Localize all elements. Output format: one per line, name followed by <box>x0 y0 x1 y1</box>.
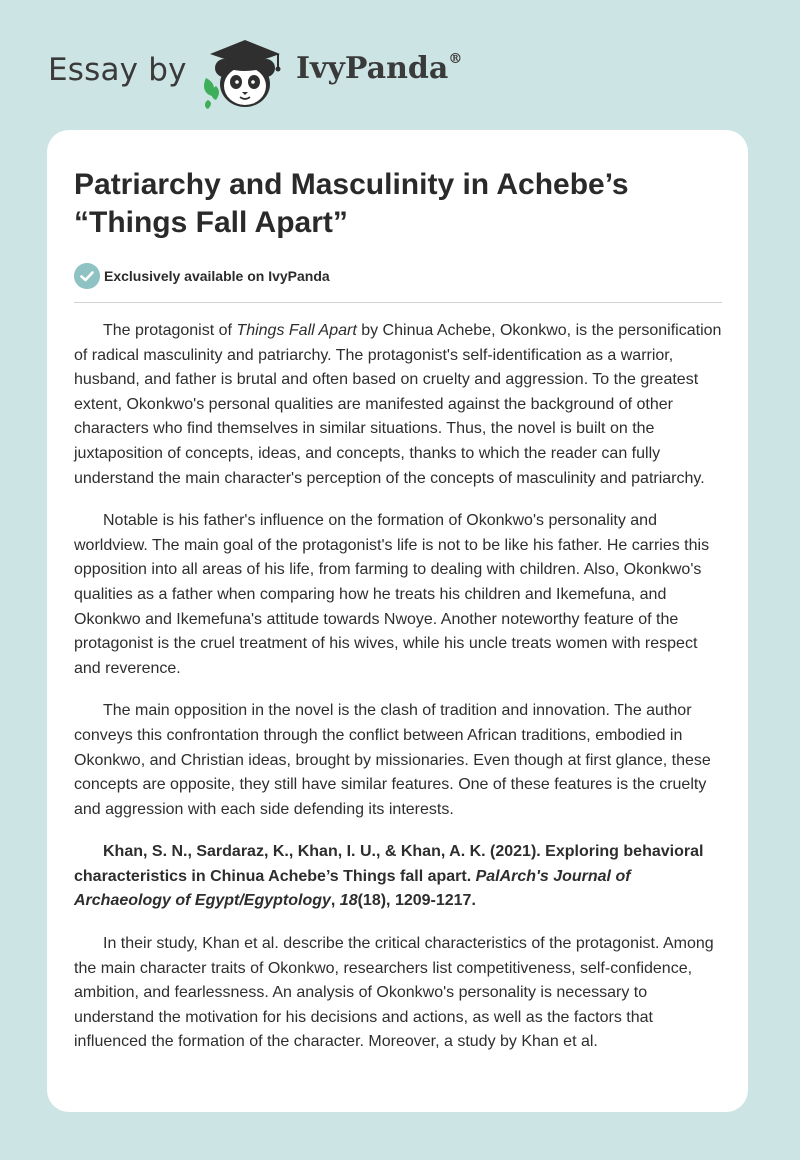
checkmark-icon <box>74 263 100 289</box>
paragraph: The main opposition in the novel is the clash of tradition and innovation. The author conveys this confrontation through the conflict between African traditions, embodied in Okonkwo, and Christian ideas, brought by missionaries. Even though at first glance, these concepts are opposite, they still have similar features. One of these features is the cruelty and aggression with each side defending its interests. <box>74 702 711 818</box>
reference-journal: PalArch's Journal of Archaeology of Egypt/Egyptology <box>74 867 631 910</box>
paragraph-text: The protagonist of <box>103 322 237 339</box>
exclusive-label: Exclusively available on IvyPanda <box>104 268 330 284</box>
brand-name[interactable] <box>296 51 462 86</box>
paragraph: In their study, Khan et al. describe the critical characteristics of the protagonist. Among the main character traits of Okonkwo, researchers list competitiveness, self-confidence, ambition, and fearlessness. An analysis of Okonkwo's personality is necessary to understand the motivation for his decisions and actions, as well as the factors that influenced the formation of the character. Moreover, a study by Khan et al. <box>74 935 714 1051</box>
panda-logo-icon[interactable] <box>200 34 290 110</box>
reference-volume: 18 <box>339 892 358 910</box>
reference-pages: (18), 1209-1217. <box>357 892 476 910</box>
paragraph <box>74 319 723 491</box>
brand-label: IvyPanda <box>296 51 449 86</box>
essay-card <box>47 130 748 1112</box>
paragraph-text: by Chinua Achebe, Okonkwo, is the personification of radical masculinity and patriarchy. The protagonist's self-identification as a warrior, husband, and father is brutal and often based on cruelty and aggression. To the greatest extent, Okonkwo's personal qualities are manifested against the background of other characters who find themselves in similar situations. Thus, the novel is built on the juxtaposition of concepts, ideas, and concepts, thanks to which the reader can fully understand the main character's perception of the concepts of masculinity and patriarchy. <box>74 322 722 487</box>
essay-by-label: Essay by <box>48 52 187 88</box>
paragraph: Notable is his father's influence on the formation of Okonkwo's personality and worldview. The main goal of the protagonist's life is not to be like his father. He carries this opposition into all areas of his life, from farming to dealing with children. Also, Okonkwo's qualities as a father when comparing how he treats his children and Ikemefuna, and Okonkwo and Ikemefuna's attitude towards Nwoye. Another noteworthy feature of the protagonist is the cruel treatment of his wives, while his uncle treats women with respect and reverence. <box>74 512 710 677</box>
leaf-icon <box>204 78 219 109</box>
book-title: Things Fall Apart <box>236 322 357 339</box>
page-title: Patriarchy and Masculinity in Achebe’s “Things Fall Apart” <box>74 168 629 239</box>
reference <box>74 840 723 914</box>
reference-separator: , <box>330 892 340 910</box>
reference-text: Khan, S. N., Sardaraz, K., Khan, I. U., & Khan, A. K. (2021). Exploring behavioral characteristics in Chinua Achebe’s Things fall apart. <box>74 843 704 885</box>
essay-body <box>74 319 723 1073</box>
divider <box>74 302 722 303</box>
registered-mark: ® <box>448 51 463 67</box>
site-header <box>48 34 548 114</box>
